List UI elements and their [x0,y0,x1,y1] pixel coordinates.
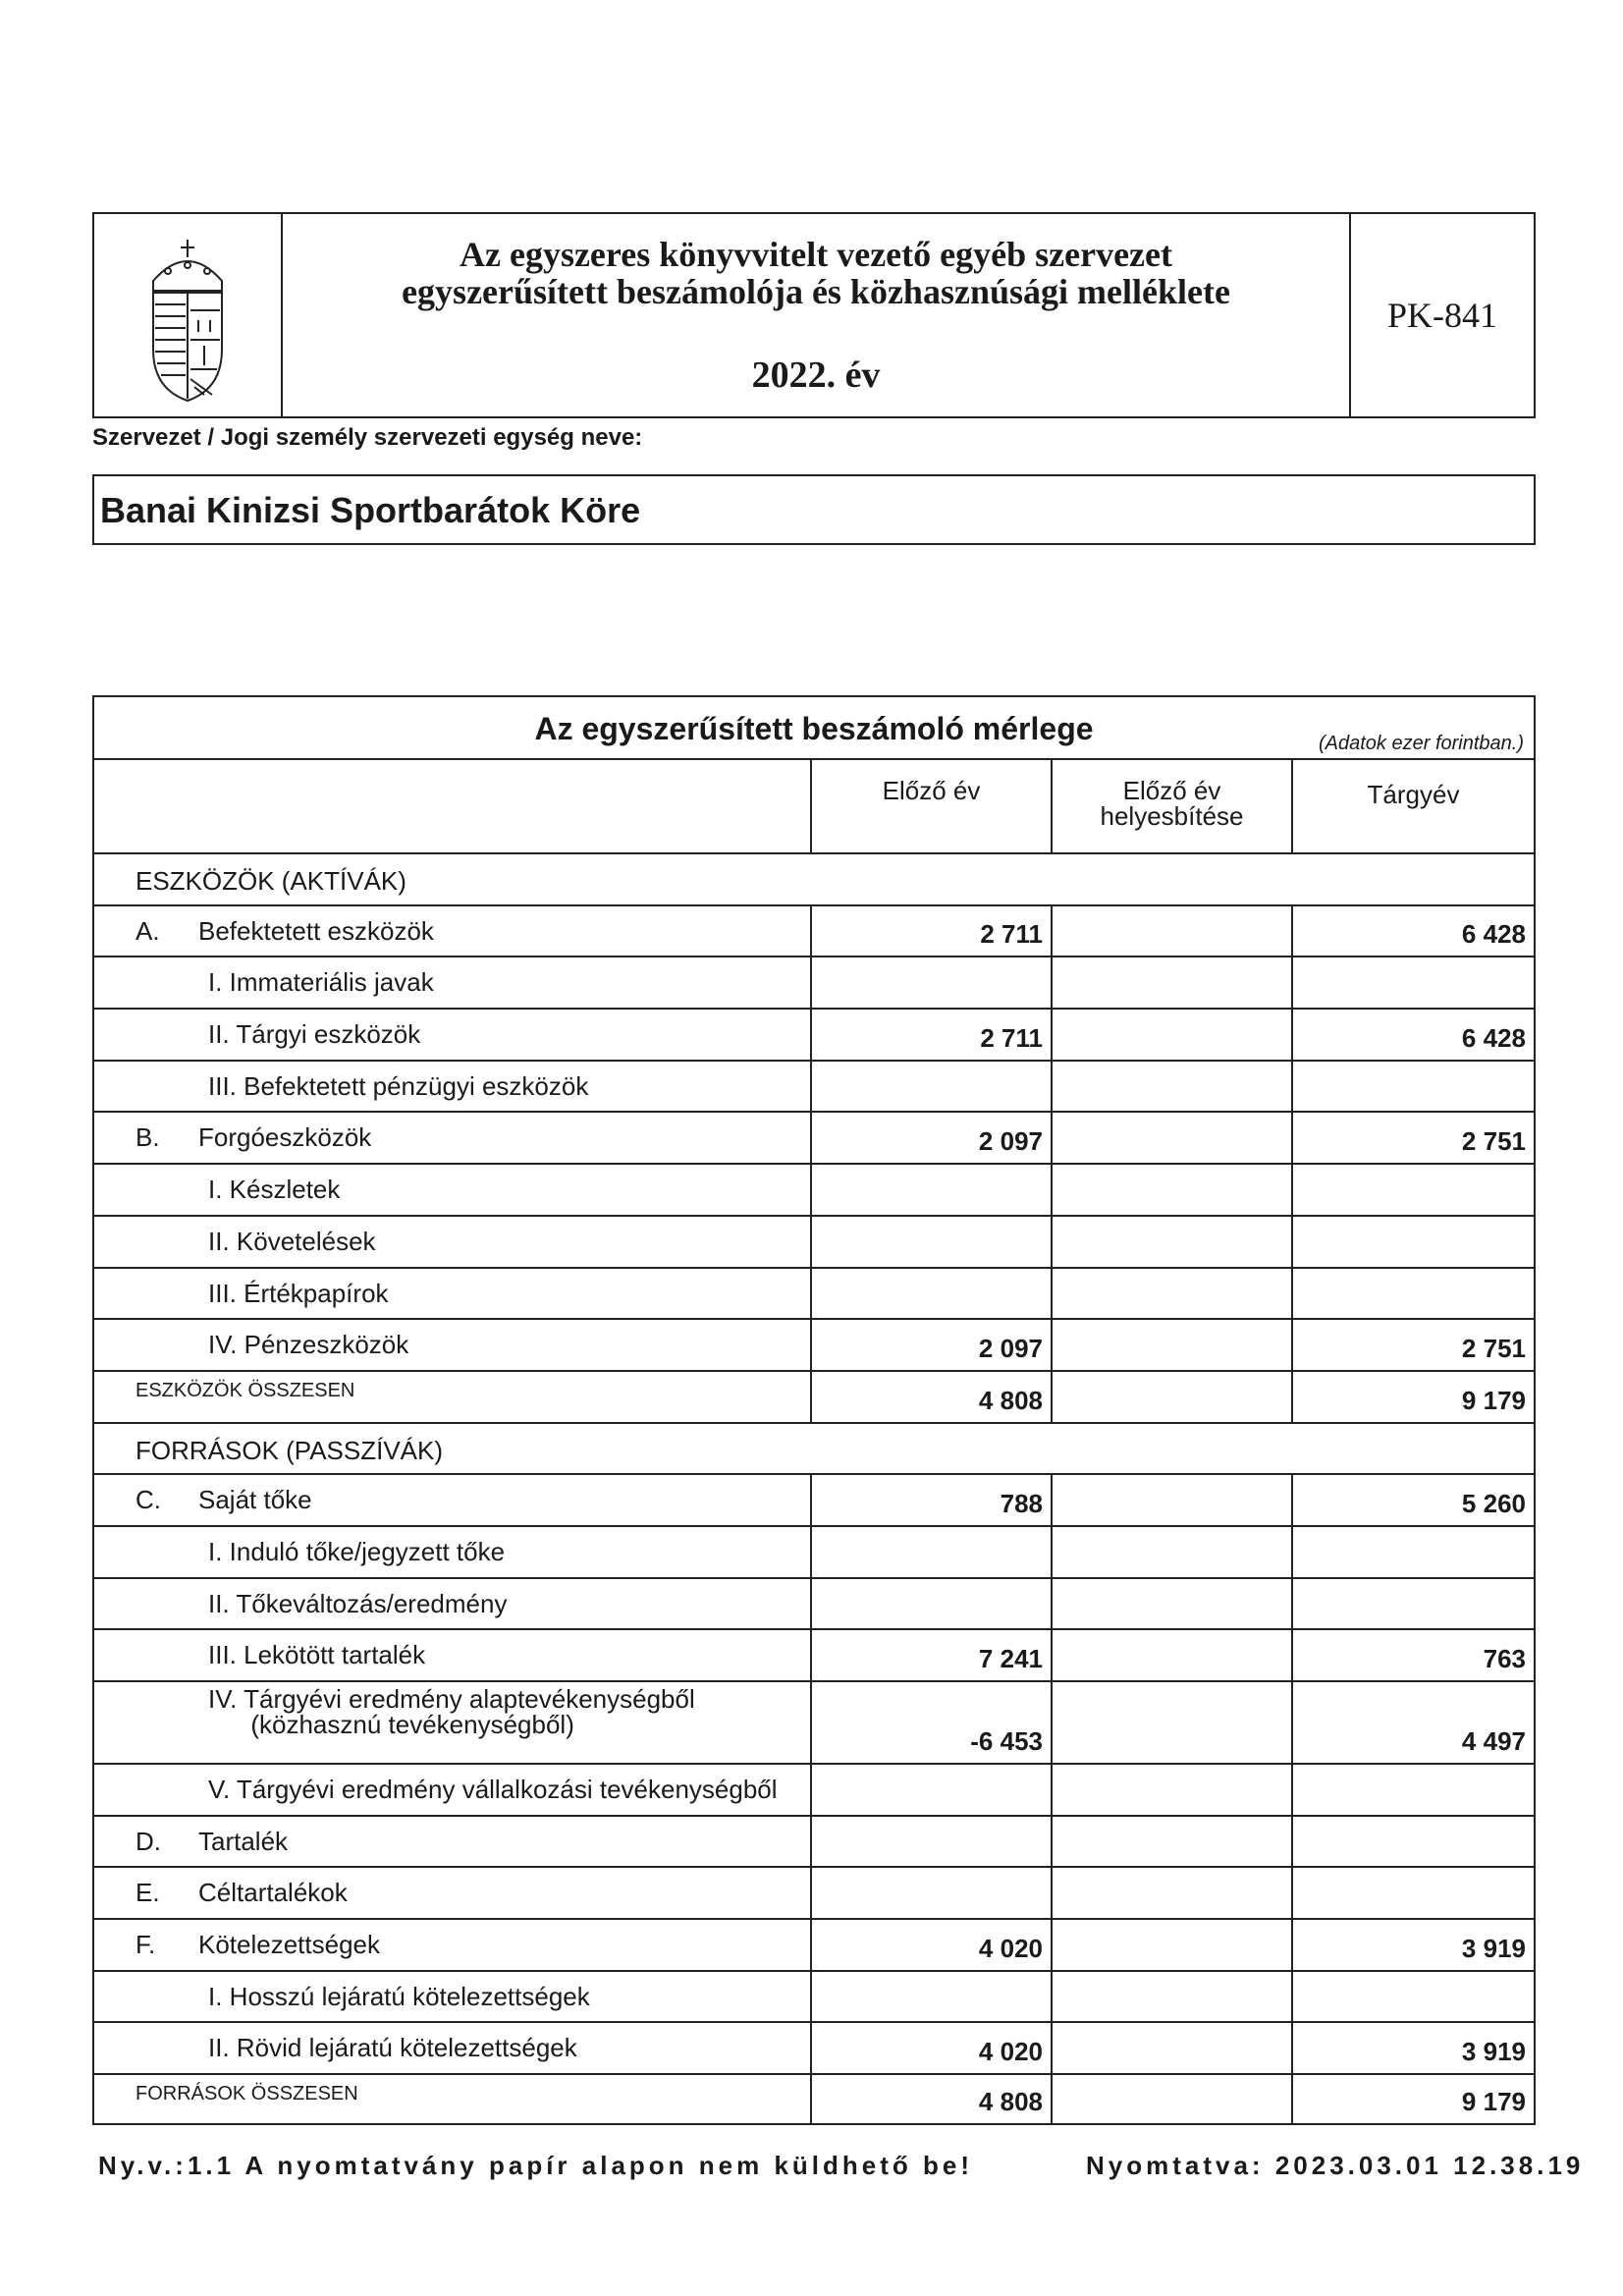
row-label-cell [94,1062,810,1112]
row-label-cell [94,1165,810,1215]
prev-year-value: 4 020 [978,1933,1043,1963]
prev-year-adjustment-value-cell [1051,1217,1291,1267]
row-label: Céltartalékok [198,1878,348,1908]
column-header-current-year: Tárgyév [1291,760,1534,852]
current-year-value-cell [1291,906,1534,957]
prev-year-value-cell [810,1527,1051,1577]
prev-year-value-cell [810,1217,1051,1267]
prev-year-adjustment-value-cell [1051,1868,1291,1918]
prev-year-adjustment-value-cell [1051,1113,1291,1163]
prev-year-value-cell [810,1320,1051,1370]
column-header-row [92,758,1536,852]
row-label: III. Befektetett pénzügyi eszközök [208,1070,589,1101]
row-label: IV. Pénzeszközök [208,1330,409,1360]
prev-year-value-cell [810,1920,1051,1970]
current-year-value-cell [1291,1972,1534,2022]
row-label-cell [94,1765,810,1815]
table-row [92,1267,1536,1319]
coat-of-arms-icon [94,214,283,416]
prev-year-adjustment-value-cell [1051,1010,1291,1060]
prev-year-adjustment-value-cell [1051,957,1291,1008]
current-year-value-cell [1291,1165,1534,1215]
table-row [92,1473,1536,1525]
prev-year-value: 2 711 [980,919,1043,950]
current-year-value-cell [1291,1682,1534,1763]
row-label-cell [94,1269,810,1319]
prev-year-adjustment-value-cell [1051,1372,1291,1422]
prev-year-value-cell [810,1868,1051,1918]
current-year-value: 3 919 [1461,1933,1526,1963]
row-label-cell [94,1630,810,1680]
row-label: V. Tárgyévi eredmény vállalkozási tevékenységből [208,1775,778,1804]
prev-year-value: -6 453 [970,1726,1043,1756]
table-row [92,852,1536,904]
prev-year-adjustment-value-cell [1051,1320,1291,1370]
current-year-value-cell [1291,1630,1534,1680]
current-year-value: 9 179 [1461,2086,1526,2116]
current-year-value: 3 919 [1461,2037,1526,2067]
current-year-value-cell [1291,1579,1534,1629]
section-label: FORRÁSOK (PASSZÍVÁK) [135,1435,444,1465]
prev-year-value: 7 241 [978,1644,1043,1673]
prev-year-adjustment-value-cell [1051,2075,1291,2123]
row-label-cell [94,906,810,957]
current-year-value-cell [1291,1527,1534,1577]
row-label: II. Követelések [208,1226,376,1256]
current-year-value: 6 428 [1461,1022,1526,1053]
prev-year-value-cell [810,1765,1051,1815]
prev-year-value-cell [810,1579,1051,1629]
row-letter: F. [135,1930,156,1960]
table-row [92,1970,1536,2022]
row-letter: B. [135,1122,160,1153]
balance-sheet-rows [92,852,1536,2125]
table-row [92,1215,1536,1267]
prev-year-adjustment-value-cell [1051,1765,1291,1815]
current-year-value-cell [1291,1320,1534,1370]
prev-year-value-cell [810,1010,1051,1060]
prev-year-adjustment-value-cell [1051,1269,1291,1319]
row-letter: A. [135,915,160,946]
prev-year-adjustment-value-cell [1051,1424,1291,1474]
report-year: 2022. év [751,355,881,396]
row-label: II. Tárgyi eszközök [208,1019,421,1050]
form-title [283,214,1351,416]
current-year-value: 9 179 [1461,1385,1526,1415]
row-label-cell [94,1424,810,1474]
table-row [92,1422,1536,1474]
prev-year-value-cell [810,1682,1051,1763]
column-header-prev-year: Előző év [810,760,1051,852]
table-row [92,956,1536,1008]
table-row [92,1815,1536,1867]
row-label: Tartalék [198,1826,289,1856]
table-row [92,1008,1536,1060]
row-label: I. Induló tőke/jegyzett tőke [208,1536,506,1566]
row-label: Kötelezettségek [198,1930,381,1960]
prev-year-value-cell [810,2075,1051,2123]
prev-year-adjustment-value-cell [1051,1920,1291,1970]
row-label: Befektetett eszközök [198,915,434,946]
title-line-2: egyszerűsített beszámolója és közhasznúsági melléklete [402,272,1230,311]
balance-sheet-title-bar [92,695,1536,758]
row-label-cell [94,1010,810,1060]
row-label-cell [94,1320,810,1370]
current-year-value-cell [1291,1817,1534,1867]
row-label-cell [94,1868,810,1918]
row-label-cell [94,1113,810,1163]
form-header [92,212,1536,418]
row-label: I. Immateriális javak [208,967,434,998]
row-label: I. Készletek [208,1175,341,1205]
organization-name: Banai Kinizsi Sportbarátok Köre [100,490,641,530]
prev-year-value-cell [810,1165,1051,1215]
column-header-adj-line1: Előző év [1122,776,1221,805]
row-label: III. Lekötött tartalék [208,1640,426,1670]
unit-note: (Adatok ezer forintban.) [1319,733,1524,754]
prev-year-value: 4 808 [978,1385,1043,1415]
current-year-value: 763 [1483,1644,1526,1673]
current-year-value-cell [1291,1920,1534,1970]
row-label: Saját tőke [198,1485,312,1515]
prev-year-adjustment-value-cell [1051,1972,1291,2022]
row-letter: C. [135,1485,161,1515]
row-label-cell [94,1682,810,1763]
balance-sheet-title: Az egyszerűsített beszámoló mérlege [534,711,1094,746]
table-row [92,1318,1536,1370]
prev-year-adjustment-value-cell [1051,2023,1291,2073]
prev-year-value: 4 808 [978,2086,1043,2116]
current-year-value-cell [1291,957,1534,1008]
table-row [92,1866,1536,1918]
table-row [92,1163,1536,1215]
title-line-1: Az egyszeres könyvvitelt vezető egyéb szervezet [459,235,1172,274]
row-label-cell [94,1527,810,1577]
row-label-cell [94,1475,810,1525]
prev-year-value-cell [810,906,1051,957]
row-label-cell [94,854,810,904]
total-label: ESZKÖZÖK ÖSSZESEN [135,1379,355,1401]
row-label: IV. Tárgyévi eredmény alaptevékenységből (közhasznú tevékenységből) [208,1684,695,1739]
prev-year-adjustment-value-cell [1051,1682,1291,1763]
current-year-value-cell [1291,2075,1534,2123]
row-label-cell [94,1217,810,1267]
footer-print-timestamp: Nyomtatva: 2023.03.01 12.38.19 [1086,2151,1585,2180]
current-year-value-cell [1291,1062,1534,1112]
row-letter: E. [135,1878,160,1908]
table-row [92,1111,1536,1163]
balance-sheet-table [92,695,1536,2125]
table-row [92,1763,1536,1815]
row-label-cell [94,957,810,1008]
table-row [92,1060,1536,1112]
row-label: Forgóeszközök [198,1122,372,1153]
column-header-adj-line2: helyesbítése [1100,801,1244,831]
prev-year-value-cell [810,1269,1051,1319]
row-label: II. Rövid lejáratú kötelezettségek [208,2033,577,2063]
row-label-cell [94,2075,810,2123]
prev-year-adjustment-value-cell [1051,1062,1291,1112]
table-row [92,904,1536,957]
prev-year-value-cell [810,957,1051,1008]
prev-year-value-cell [810,1630,1051,1680]
prev-year-value-cell [810,1972,1051,2022]
organization-label: Szervezet / Jogi személy szervezeti egység neve: [92,424,643,451]
row-label-cell [94,1372,810,1422]
current-year-value-cell [1291,1475,1534,1525]
current-year-value-cell [1291,1010,1534,1060]
prev-year-value: 2 097 [978,1126,1043,1157]
prev-year-value-cell [810,1424,1051,1474]
prev-year-adjustment-value-cell [1051,1630,1291,1680]
table-row [92,1680,1536,1763]
organization-name-field [92,474,1536,545]
prev-year-adjustment-value-cell [1051,854,1291,904]
prev-year-value-cell [810,1113,1051,1163]
table-row [92,2073,1536,2125]
current-year-value: 5 260 [1461,1488,1526,1518]
row-label-cell [94,1920,810,1970]
prev-year-value: 788 [1000,1488,1043,1518]
current-year-value-cell [1291,1269,1534,1319]
prev-year-adjustment-value-cell [1051,1165,1291,1215]
prev-year-adjustment-value-cell [1051,1817,1291,1867]
table-row [92,1525,1536,1577]
column-header-prev-year-adjustment [1051,760,1291,852]
prev-year-value: 2 097 [978,1333,1043,1363]
prev-year-adjustment-value-cell [1051,906,1291,957]
row-label: II. Tőkeváltozás/eredmény [208,1588,508,1618]
current-year-value-cell [1291,1868,1534,1918]
prev-year-adjustment-value-cell [1051,1527,1291,1577]
current-year-value-cell [1291,854,1534,904]
prev-year-value-cell [810,1475,1051,1525]
current-year-value: 2 751 [1461,1333,1526,1363]
current-year-value: 2 751 [1461,1126,1526,1157]
row-letter: D. [135,1826,161,1856]
current-year-value: 4 497 [1461,1726,1526,1756]
footer-version-note: Ny.v.:1.1 A nyomtatvány papír alapon nem küldhető be! [98,2151,974,2180]
table-row [92,1370,1536,1422]
prev-year-value-cell [810,1817,1051,1867]
table-row [92,2021,1536,2073]
current-year-value-cell [1291,1217,1534,1267]
table-row [92,1577,1536,1629]
current-year-value-cell [1291,1424,1534,1474]
row-label: III. Értékpapírok [208,1278,389,1308]
prev-year-value-cell [810,854,1051,904]
prev-year-value: 4 020 [978,2037,1043,2067]
current-year-value-cell [1291,1113,1534,1163]
row-label-cell [94,2023,810,2073]
row-label-cell [94,1972,810,2022]
table-row [92,1628,1536,1680]
total-label: FORRÁSOK ÖSSZESEN [135,2083,358,2105]
prev-year-value-cell [810,2023,1051,2073]
form-code: PK-841 [1386,296,1497,335]
prev-year-adjustment-value-cell [1051,1475,1291,1525]
prev-year-value: 2 711 [980,1022,1043,1053]
current-year-value-cell [1291,1765,1534,1815]
row-label: I. Hosszú lejáratú kötelezettségek [208,1981,590,2011]
current-year-value-cell [1291,1372,1534,1422]
prev-year-adjustment-value-cell [1051,1579,1291,1629]
table-row [92,1918,1536,1970]
prev-year-value-cell [810,1372,1051,1422]
current-year-value: 6 428 [1461,919,1526,950]
current-year-value-cell [1291,2023,1534,2073]
row-label-cell [94,1817,810,1867]
header-label-cell [94,760,810,852]
row-label-cell [94,1579,810,1629]
section-label: ESZKÖZÖK (AKTÍVÁK) [135,866,406,896]
prev-year-value-cell [810,1062,1051,1112]
